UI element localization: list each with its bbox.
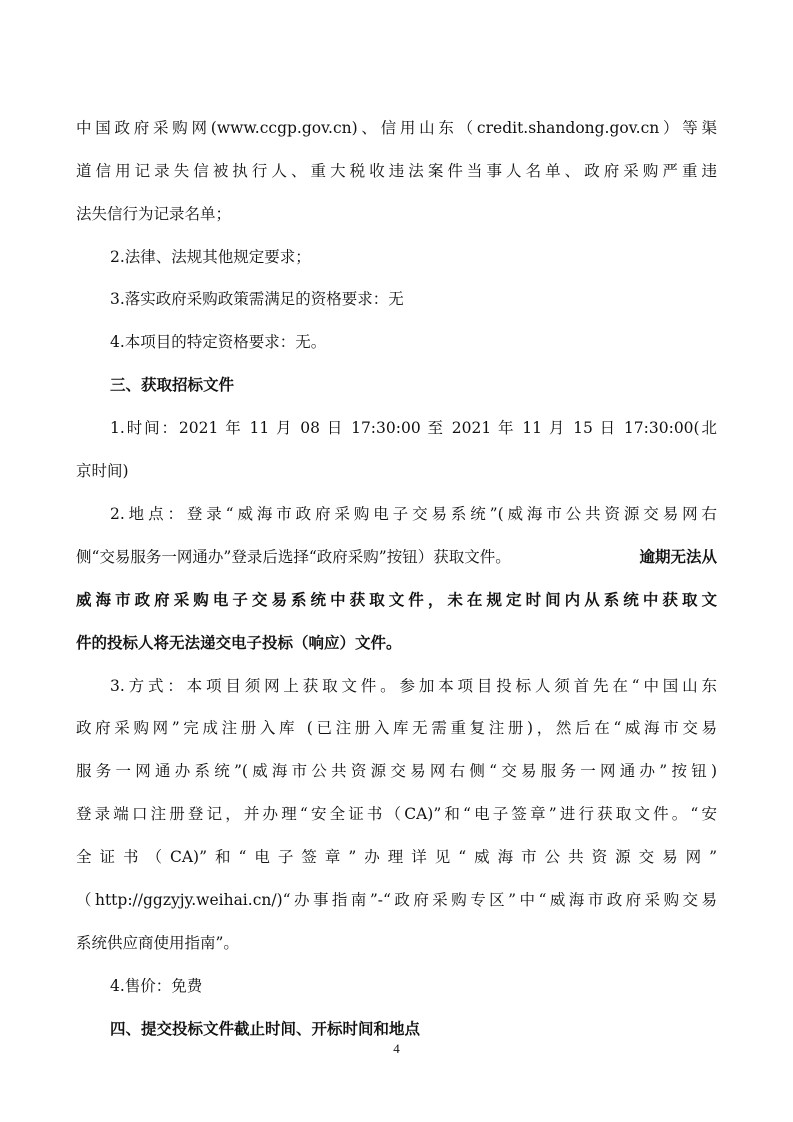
text-line: 服务一网通办系统”(威海市公共资源交易网右侧“交易服务一网通办”按钮)	[76, 762, 717, 780]
list-item: 2.法律、法规其他规定要求；	[110, 248, 311, 266]
text-line: 登录端口注册登记，并办理“安全证书（CA)”和“电子签章”进行获取文件。“安	[76, 805, 717, 823]
list-item: 4.售价：免费	[110, 977, 203, 995]
bold-text-line: 威海市政府采购电子交易系统中获取文件，未在规定时间内从系统中获取文	[76, 590, 717, 609]
text-line: 1.时间：2021 年 11 月 08 日 17:30:00 至 2021 年 11 月 15 日 17:30:00(北	[110, 419, 717, 437]
text-line: 2.地点：登录“威海市政府采购电子交易系统”(威海市公共资源交易网右	[110, 505, 717, 523]
bold-text-line: 件的投标人将无法递交电子投标（响应）文件。	[76, 633, 402, 652]
text-line	[76, 545, 717, 569]
text-line: 中国政府采购网(www.ccgp.gov.cn)、信用山东（credit.shandong.gov.cn）等渠	[76, 119, 717, 137]
list-item: 3.落实政府采购政策需满足的资格要求：无	[110, 290, 404, 308]
list-item: 4.本项目的特定资格要求：无。	[110, 333, 327, 351]
text-line: 政府采购网”完成注册入库 (已注册入库无需重复注册)，然后在“威海市交易	[76, 719, 717, 737]
section-heading: 三、获取招标文件	[110, 376, 235, 394]
text-line: 全证书（CA)”和“电子签章”办理详见“威海市公共资源交易网”	[76, 848, 717, 866]
text-line: 道信用记录失信被执行人、重大税收违法案件当事人名单、政府采购严重违	[76, 162, 717, 180]
page-number: 4	[393, 1041, 400, 1056]
text-line: 3.方式：本项目须网上获取文件。参加本项目投标人须首先在“中国山东	[110, 677, 717, 695]
text-span: 侧“交易服务一网通办”登录后选择“政府采购”按钮）获取文件。	[76, 548, 511, 566]
text-line: 系统供应商使用指南”。	[76, 934, 239, 952]
text-line: （http://ggzyjy.weihai.cn/)“办事指南”-“政府采购专区”中“威海市政府采购交易	[76, 891, 717, 909]
bold-text-span: 逾期无法从	[639, 547, 717, 566]
section-heading: 四、提交投标文件截止时间、开标时间和地点	[110, 1020, 421, 1038]
text-line: 法失信行为记录名单；	[76, 205, 232, 223]
text-line: 京时间)	[76, 462, 129, 480]
